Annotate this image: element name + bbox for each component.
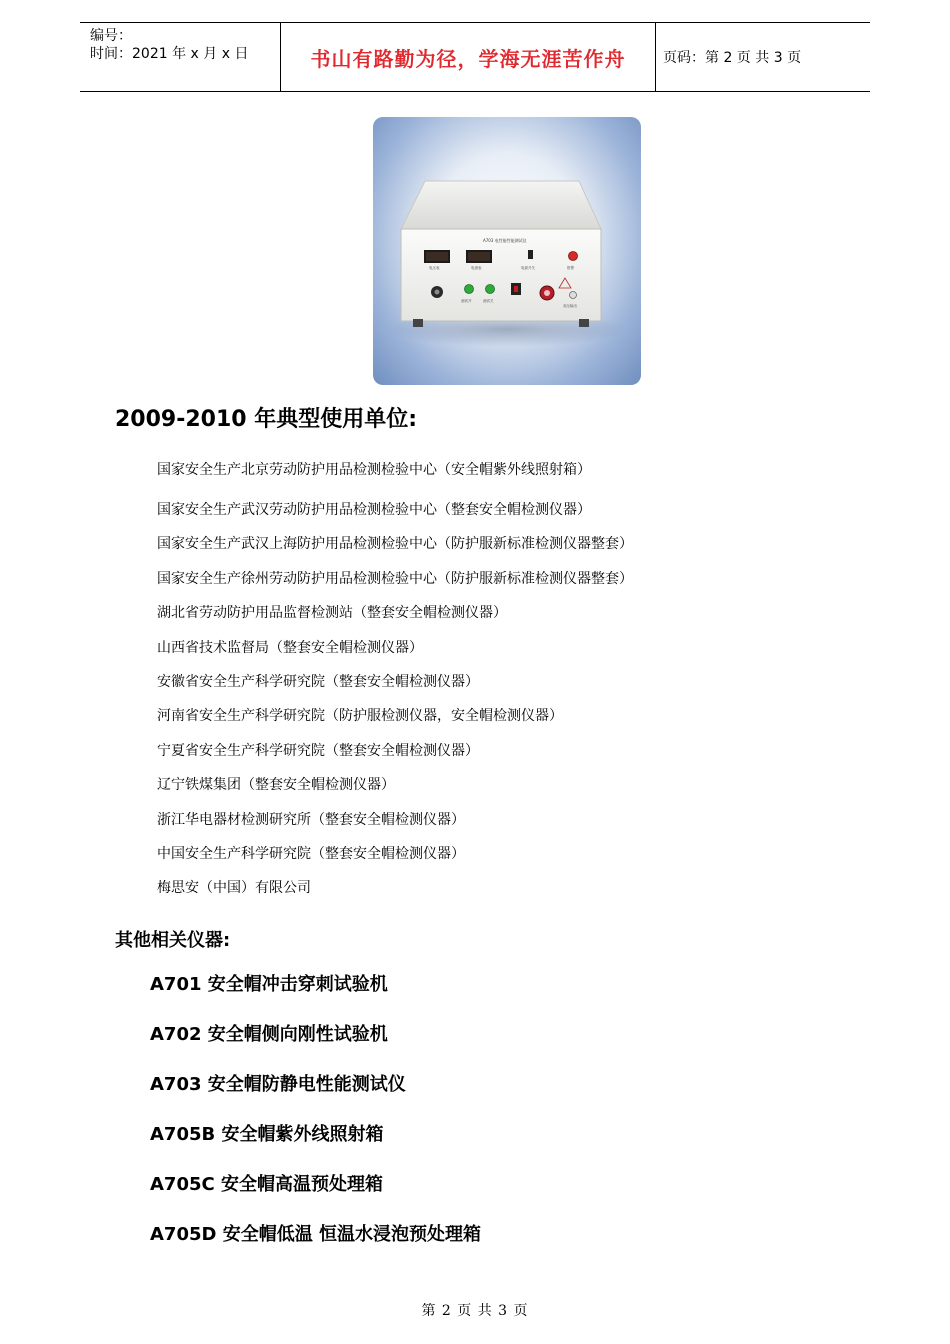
list-item: A703 安全帽防静电性能测试仪 bbox=[150, 1074, 406, 1095]
list-item: A705B 安全帽紫外线照射箱 bbox=[150, 1124, 384, 1145]
switch-label: 电源开关 bbox=[521, 266, 535, 270]
list-item: 国家安全生产北京劳动防护用品检测检验中心（安全帽紫外线照射箱） bbox=[157, 462, 591, 478]
list-item: 宁夏省安全生产科学研究院（整套安全帽检测仪器） bbox=[157, 742, 479, 759]
btn-green-left-label: 测试开 bbox=[461, 299, 472, 303]
display-left-label: 电压表 bbox=[429, 266, 440, 270]
display-right-label: 电流表 bbox=[471, 266, 482, 270]
list-item: 国家安全生产武汉上海防护用品检测检验中心（防护服新标准检测仪器整套） bbox=[157, 536, 633, 553]
list-item: 河南省安全生产科学研究院（防护服检测仪器，安全帽检测仪器） bbox=[157, 708, 563, 725]
header-meta bbox=[80, 23, 280, 91]
list-item: A701 安全帽冲击穿刺试验机 bbox=[150, 974, 388, 995]
list-item: 浙江华电器材检测研究所（整套安全帽检测仪器） bbox=[157, 811, 465, 828]
section-title-related: 其他相关仪器: bbox=[115, 930, 231, 951]
list-item: 安徽省安全生产科学研究院（整套安全帽检测仪器） bbox=[157, 673, 479, 690]
product-photo bbox=[373, 117, 641, 385]
page-number-label: 页码：第 2 页 共 3 页 bbox=[663, 50, 802, 66]
number-label: 编号： bbox=[90, 28, 132, 44]
device-title: A703 电性能性能测试仪 bbox=[483, 238, 527, 243]
list-item: 梅思安（中国）有限公司 bbox=[157, 880, 311, 897]
list-item: 中国安全生产科学研究院（整套安全帽检测仪器） bbox=[157, 845, 465, 862]
list-item: A702 安全帽侧向刚性试验机 bbox=[150, 1024, 388, 1045]
users-list bbox=[157, 460, 633, 913]
socket-label: 高压输出 bbox=[563, 304, 577, 308]
motto: 书山有路勤为径，学海无涯苦作舟 bbox=[310, 46, 626, 71]
page-footer: 第 2 页 共 3 页 bbox=[421, 1303, 529, 1319]
list-item: 国家安全生产徐州劳动防护用品检测检验中心（防护服新标准检测仪器整套） bbox=[157, 570, 633, 587]
time-label: 时间：2021 年 x 月 x 日 bbox=[90, 46, 249, 62]
list-item: 辽宁铁煤集团（整套安全帽检测仪器） bbox=[157, 777, 395, 794]
list-item: 湖北省劳动防护用品监督检测站（整套安全帽检测仪器） bbox=[157, 605, 507, 622]
header-page-cell bbox=[655, 23, 870, 91]
list-item: 国家安全生产武汉劳动防护用品检测检验中心（整套安全帽检测仪器） bbox=[157, 502, 591, 518]
btn-green-right-label: 测试关 bbox=[483, 299, 494, 303]
list-item: A705C 安全帽高温预处理箱 bbox=[150, 1174, 383, 1195]
btn-red-right-label: 报警 bbox=[567, 266, 574, 270]
section-title-users: 2009-2010 年典型使用单位: bbox=[115, 407, 418, 432]
list-item: 山西省技术监督局（整套安全帽检测仪器） bbox=[157, 639, 423, 656]
page-header bbox=[80, 22, 870, 92]
test-instrument-illustration bbox=[373, 117, 641, 385]
header-motto-cell bbox=[280, 23, 656, 91]
related-instruments-list bbox=[150, 972, 481, 1272]
list-item: A705D 安全帽低温 恒温水浸泡预处理箱 bbox=[150, 1224, 481, 1245]
